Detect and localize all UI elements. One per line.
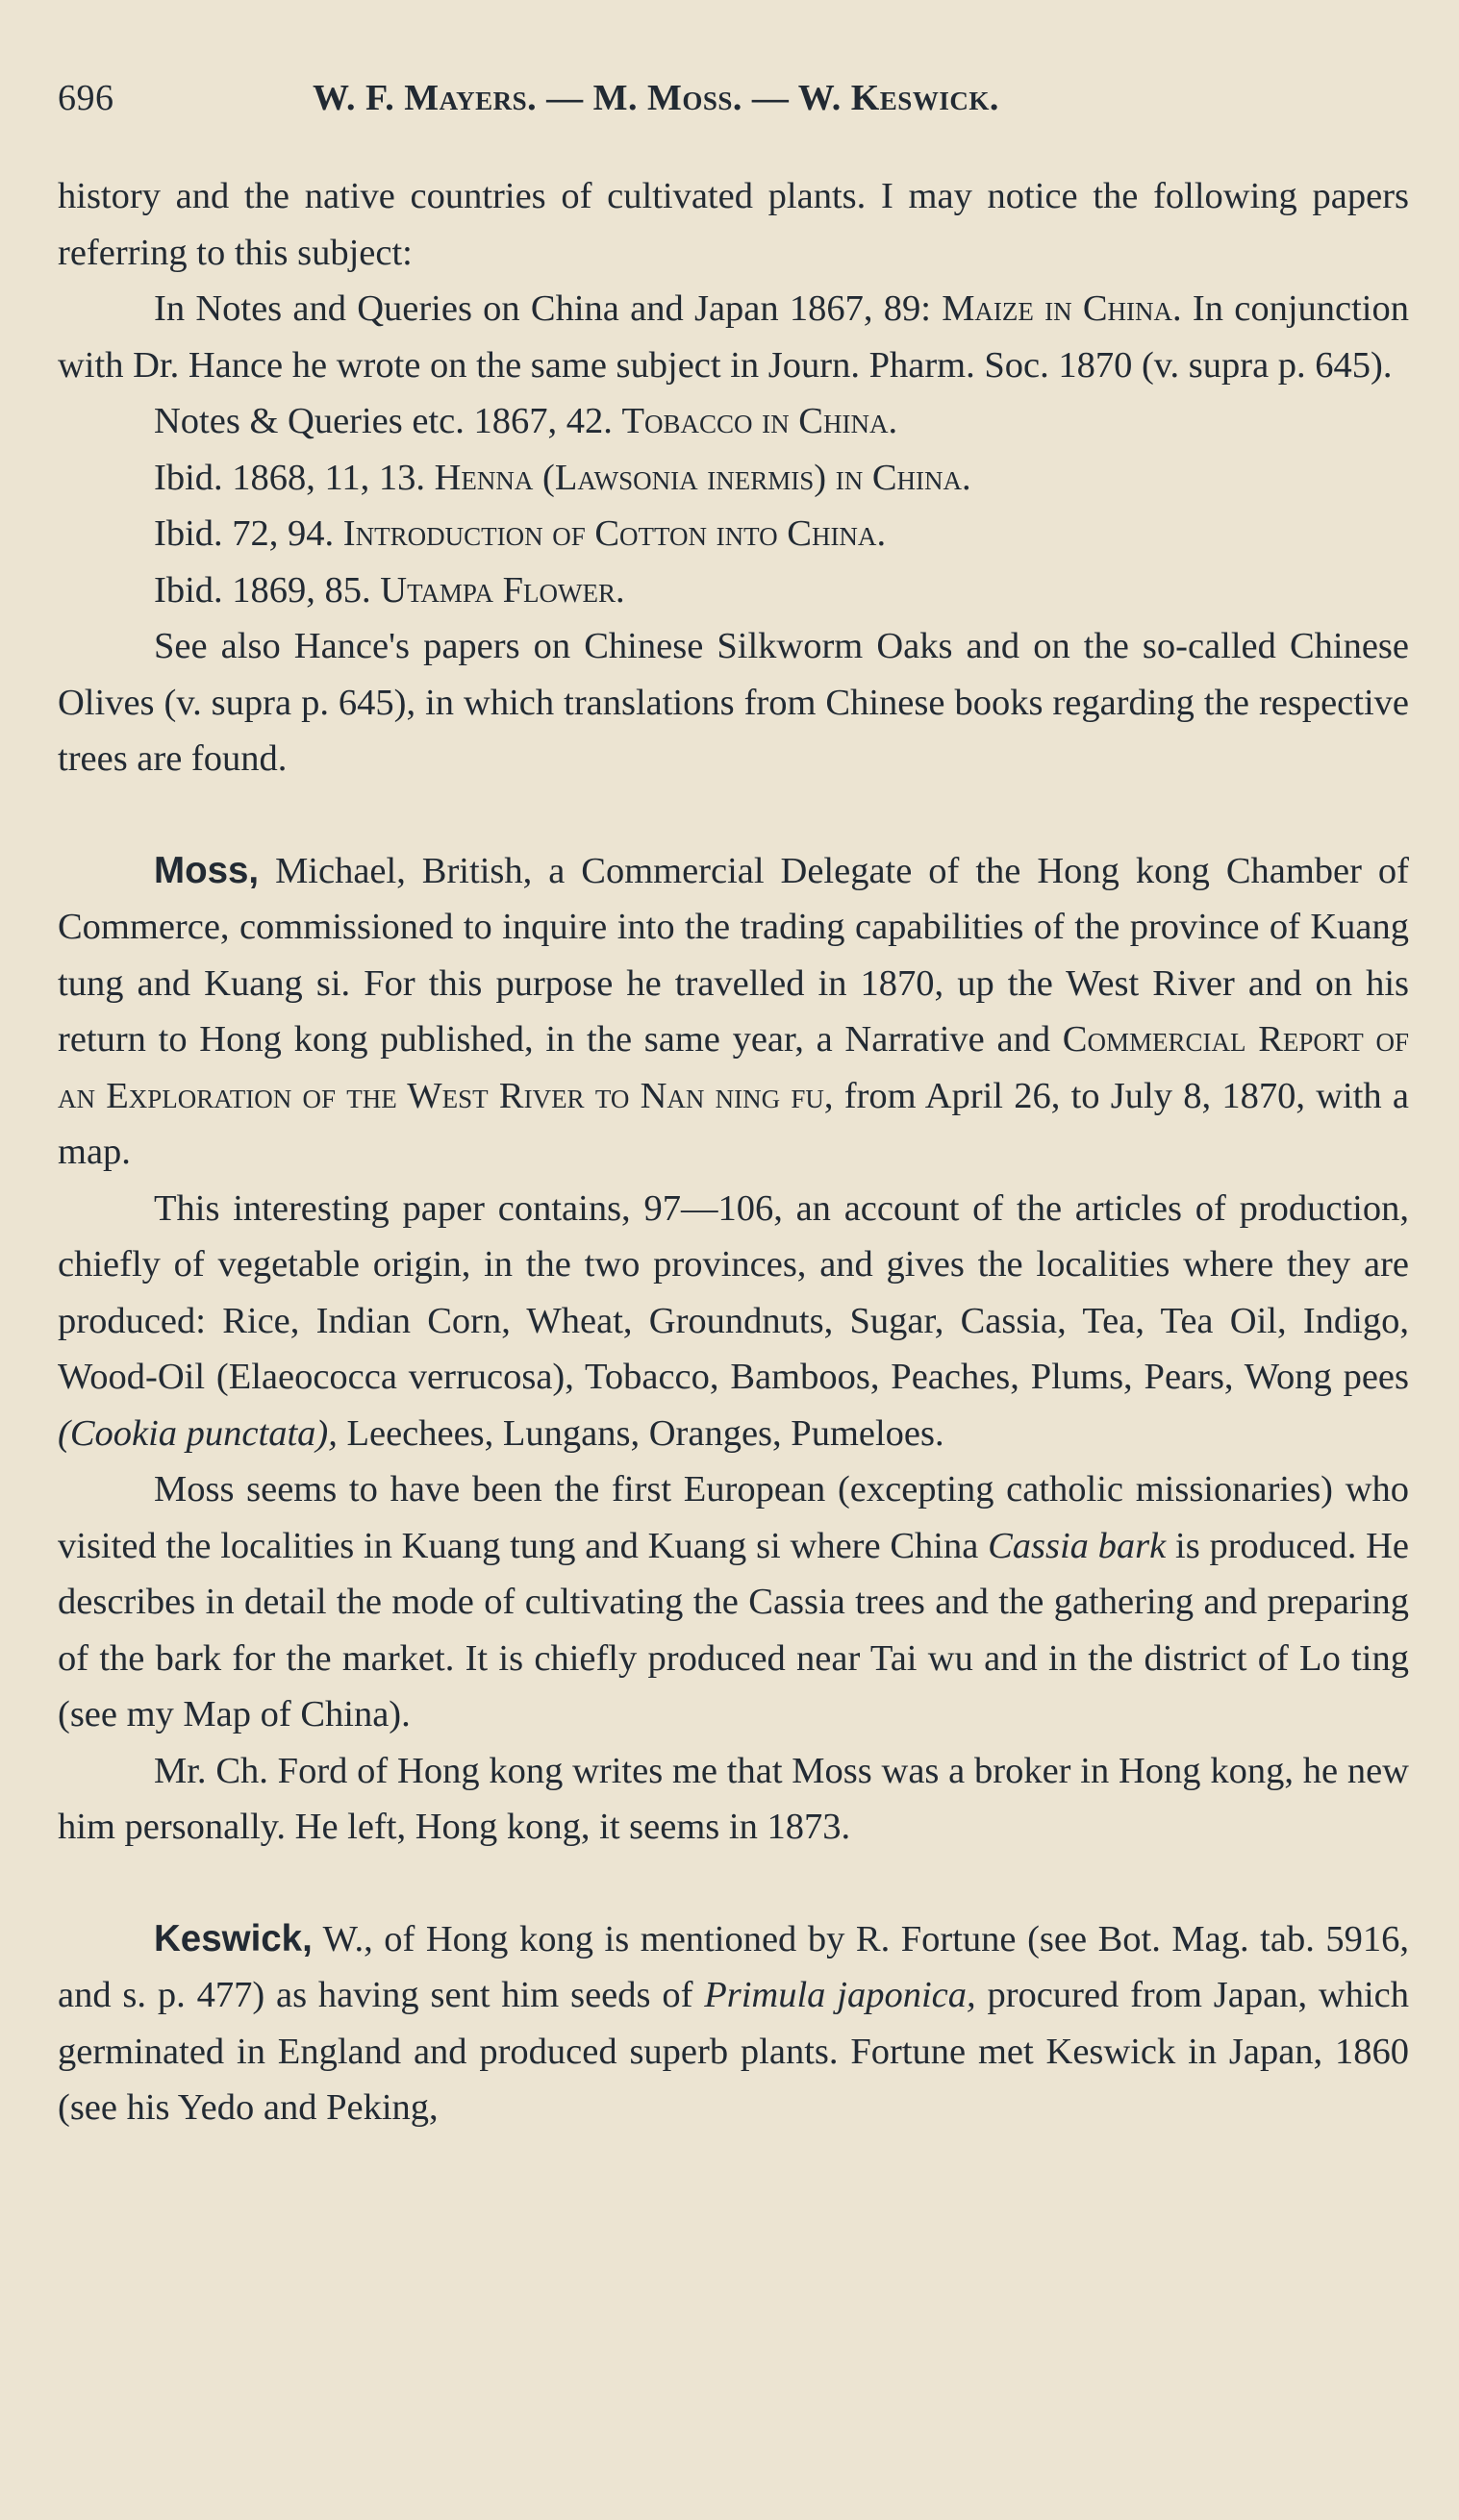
mayers-paragraph-cotton <box>58 506 1409 562</box>
text: Moss seems to have been the first European (excepting catholic missionaries) who visited the localities in Kuang tung and Kuang si where China <box>58 1469 1409 1566</box>
page-number: 696 <box>58 78 114 118</box>
moss-paragraph-ford: Mr. Ch. Ford of Hong kong writes me that Moss was a broker in Hong kong, he new him personally. He left, Hong kong, it seems in 1873. <box>58 1750 1409 1847</box>
text: Leechees, Lungans, Oranges, Pumeloes. <box>337 1412 944 1454</box>
paper-title: Henna (Lawsonia inermis) in China <box>434 457 963 498</box>
mayers-paragraph-hance: See also Hance's papers on Chinese Silkworm Oaks and on the so-called Chinese Olives (v. supra p. 645), in which translations from Chinese books regarding the respective trees are found. <box>58 626 1409 779</box>
text: Notes & Queries etc. 1867, 42. <box>154 401 622 441</box>
mayers-paragraph-utampa <box>58 562 1409 619</box>
text: . <box>888 401 898 441</box>
text: . <box>615 569 625 611</box>
text: procured from Japan, which germinated in England and produced superb plants. Fortune met Keswick in Japan, 1860 (see his Yedo and Peking, <box>58 1975 1409 2128</box>
text: . <box>962 457 971 498</box>
text: This interesting paper contains, 97—106, an account of the articles of production, chiefly of vegetable origin, in the two provinces, and gives the localities where they are produced: Rice, Indian Corn, Wheat, Groundnuts, Sugar, Cassia, Tea, Tea Oil, Indigo, Wood-Oil (Elaeococca verrucosa), Tobacco, Bamboos, Peaches, Plums, Pears, Wong pees <box>58 1187 1409 1397</box>
paper-title: Utampa Flower <box>380 569 616 611</box>
keswick-entry-paragraph <box>58 1911 1409 2136</box>
running-head: W. F. Mayers. — M. Moss. — W. Keswick. <box>313 78 999 118</box>
mayers-paragraph-henna <box>58 450 1409 507</box>
italic-text: Cassia bark <box>988 1525 1167 1566</box>
moss-paragraph-products <box>58 1181 1409 1462</box>
text: Ibid. 72, 94. <box>154 513 343 554</box>
page-header <box>58 69 1164 137</box>
text: , from April 26, to July 8, 1870, with a map. <box>58 1075 1409 1172</box>
moss-entry-paragraph <box>58 843 1409 1181</box>
text: . <box>876 513 887 554</box>
italic-text: Primula japonica, <box>704 1975 976 2015</box>
text: is produced. He describes in detail the mode of cultivating the Cassia trees and the gathering and preparing of the bark for the market. It is chiefly produced near Tai wu and in the district of Lo ting (see my Map of China). <box>58 1525 1409 1734</box>
mayers-paragraph-tobacco <box>58 393 1409 450</box>
mayers-intro-paragraph: history and the native countries of cultivated plants. I may notice the following papers referring to this subject: <box>58 176 1409 273</box>
moss-paragraph-cassia <box>58 1461 1409 1743</box>
paper-title: Introduction of Cotton into China <box>342 513 877 554</box>
entry-name-moss: Moss, <box>154 849 260 891</box>
paper-title: Tobacco in China <box>621 401 889 441</box>
text: . In conjunction with Dr. Hance he wrote on the same subject in Journ. Pharm. Soc. 1870 (v. supra p. 645). <box>58 288 1409 386</box>
entry-name-keswick: Keswick, <box>154 1917 313 1959</box>
mayers-paragraph-maize <box>58 281 1409 393</box>
page-body <box>58 168 1409 2136</box>
text: Ibid. 1868, 11, 13. <box>154 457 435 498</box>
text: Michael, British, a Commercial Delegate of the Hong kong Chamber of Commerce, commissioned to inquire into the trading capabilities of the province of Kuang tung and Kuang si. For this purpose he travelled in 1870, up the West River and on his return to Hong kong published, in the same year, a Narrative and <box>58 850 1409 1060</box>
italic-text: (Cookia punctata), <box>58 1412 338 1454</box>
text: W., of Hong kong is mentioned by R. Fortune (see Bot. Mag. tab. 5916, and s. p. 477) as having sent him seeds of <box>58 1918 1409 2015</box>
text: In Notes and Queries on China and Japan 1867, 89: <box>154 288 943 329</box>
text: Ibid. 1869, 85. <box>154 569 381 611</box>
report-title: Commercial Report of an Exploration of the West River to Nan ning fu <box>58 1019 1409 1116</box>
paper-title: Maize in China <box>942 288 1173 329</box>
